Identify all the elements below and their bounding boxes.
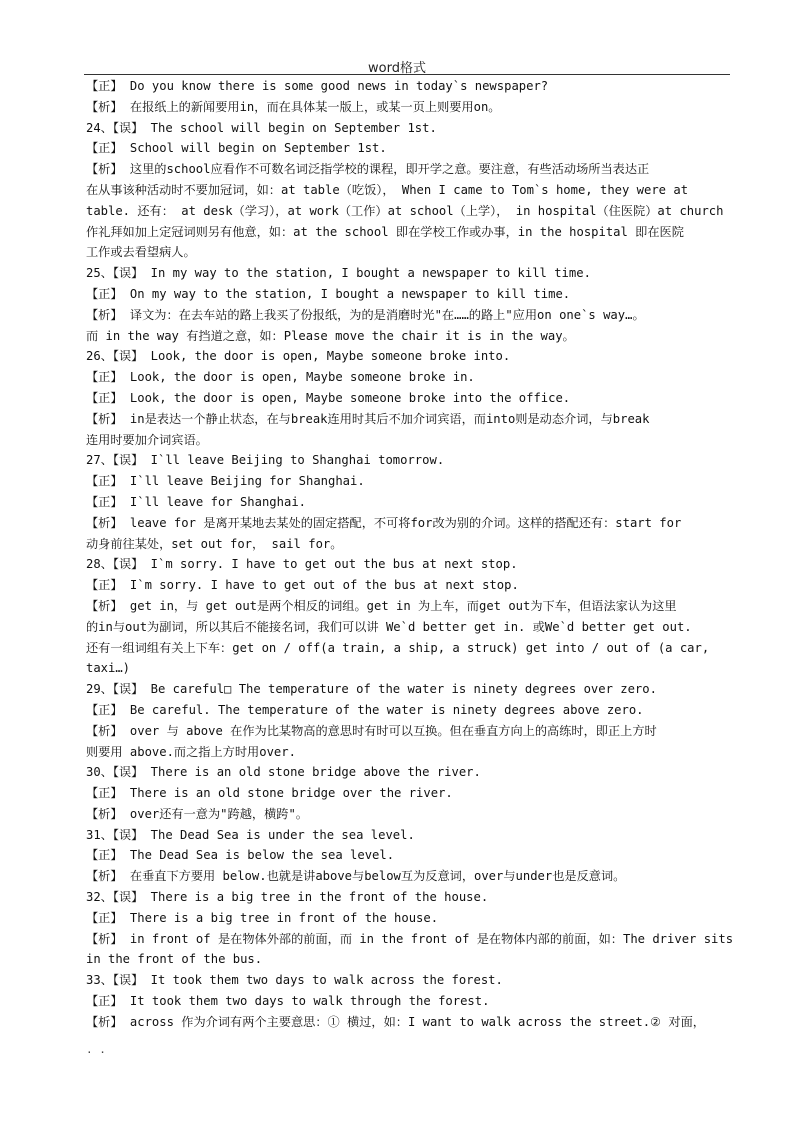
text-line: 【正】 I`ll leave for Shanghai. (86, 494, 306, 509)
text-line: 【析】 在垂直下方要用 below.也就是讲above与below互为反意词，over与under也是反意词。 (86, 869, 626, 884)
text-line: 动身前往某处，set out for， sail for。 (86, 536, 343, 551)
text-line: 【正】 Do you know there is some good news in today`s newspaper? (86, 79, 549, 93)
text-line: 25、【误】 In my way to the station, I bought a newspaper to kill time. (86, 266, 591, 281)
text-line: 【正】 It took them two days to walk through the forest. (86, 994, 490, 1009)
text-line: 而 in the way 有挡道之意，如：Please move the chair it is in the way。 (86, 328, 575, 343)
text-line: 【正】 Look, the door is open, Maybe someone broke into the office. (86, 390, 571, 405)
text-line: 27、【误】 I`ll leave Beijing to Shanghai tomorrow. (86, 453, 445, 468)
text-line: 还有一组词组有关上下车：get on / off(a train, a ship, a struck) get into / out of (a car, (86, 640, 710, 655)
text-line: 【析】 译文为：在去车站的路上我买了份报纸，为的是消磨时光"在……的路上"应用on one`s way…。 (86, 307, 645, 322)
text-line: 【析】 在报纸上的新闻要用in，而在具体某一版上，或某一页上则要用on。 (86, 99, 501, 114)
text-line: 32、【误】 There is a big tree in the front of the house. (86, 890, 489, 905)
text-line: taxi…) (86, 661, 131, 676)
text-line: 【析】 in是表达一个静止状态，在与break连用时其后不加介词宾语，而into则是动态介词，与break (86, 411, 650, 426)
text-line: 26、【误】 Look, the door is open, Maybe someone broke into. (86, 349, 511, 364)
text-line: table. 还有： at desk（学习），at work（工作）at school（上学）， in hospital（住医院）at church (86, 203, 724, 218)
text-line: 【正】 School will begin on September 1st. (86, 141, 387, 156)
text-line: 【正】 Look, the door is open, Maybe someone broke in. (86, 370, 475, 385)
text-line: 【正】 I`m sorry. I have to get out of the bus at next stop. (86, 578, 519, 593)
header-rule (84, 74, 730, 75)
text-line: 【析】 over 与 above 在作为比某物高的意思时有时可以互换。但在垂直方向上的高练时，即正上方时 (86, 723, 657, 738)
text-line: 的in与out为副词，所以其后不能接名词，我们可以讲 We`d better get in. 或We`d better get out. (86, 619, 692, 634)
text-line: 24、【误】 The school will begin on September 1st. (86, 120, 437, 135)
text-line: 28、【误】 I`m sorry. I have to get out the bus at next stop. (86, 557, 518, 572)
page-footer: . . (86, 1043, 106, 1056)
text-line: 作礼拜如加上定冠词则另有他意，如：at the school 即在学校工作或办事，in the hospital 即在医院 (86, 224, 684, 239)
text-line: 连用时要加介词宾语。 (86, 432, 208, 447)
text-line: 【析】 across 作为介词有两个主要意思：① 横过，如：I want to walk across the street.② 对面， (86, 1014, 705, 1029)
document-body (86, 76, 766, 1033)
text-line: 【正】 I`ll leave Beijing for Shanghai. (86, 474, 365, 489)
text-line: 【正】 There is a big tree in front of the house. (86, 910, 439, 925)
text-line: 29、【误】 Be careful□ The temperature of the water is ninety degrees over zero. (86, 682, 657, 697)
text-line: 工作或去看望病人。 (86, 245, 196, 260)
text-line: 【析】 in front of 是在物体外部的前面，而 in the front of 是在物体内部的前面，如：The driver sits (86, 931, 734, 946)
text-line: 33、【误】 It took them two days to walk across the forest. (86, 973, 503, 988)
text-line: in the front of the bus. (86, 952, 263, 967)
text-line: 【析】 leave for 是离开某地去某处的固定搭配，不可将for改为别的介词。这样的搭配还有：start for (86, 515, 682, 530)
text-line: 【正】 Be careful. The temperature of the water is ninety degrees above zero. (86, 702, 644, 717)
text-line: 则要用 above.而之指上方时用over. (86, 744, 296, 759)
text-line: 【正】 The Dead Sea is below the sea level. (86, 848, 395, 863)
text-line: 【正】 There is an old stone bridge over the river. (86, 786, 453, 801)
text-line: 【析】 get in，与 get out是两个相反的词组。get in 为上车，而get out为下车，但语法家认为这里 (86, 598, 677, 613)
text-line: 30、【误】 There is an old stone bridge above the river. (86, 765, 481, 780)
text-line: 【析】 这里的school应看作不可数名词泛指学校的课程，即开学之意。要注意，有些活动场所当表达正 (86, 162, 650, 177)
text-line: 在从事该种活动时不要加冠词，如：at table（吃饭）， When I came to Tom`s home, they were at (86, 182, 689, 197)
header-title: word格式 (368, 61, 426, 76)
text-line: 【正】 On my way to the station, I bought a newspaper to kill time. (86, 286, 571, 301)
text-line: 31、【误】 The Dead Sea is under the sea level. (86, 827, 415, 842)
text-line: 【析】 over还有一意为"跨越，横跨"。 (86, 806, 308, 821)
